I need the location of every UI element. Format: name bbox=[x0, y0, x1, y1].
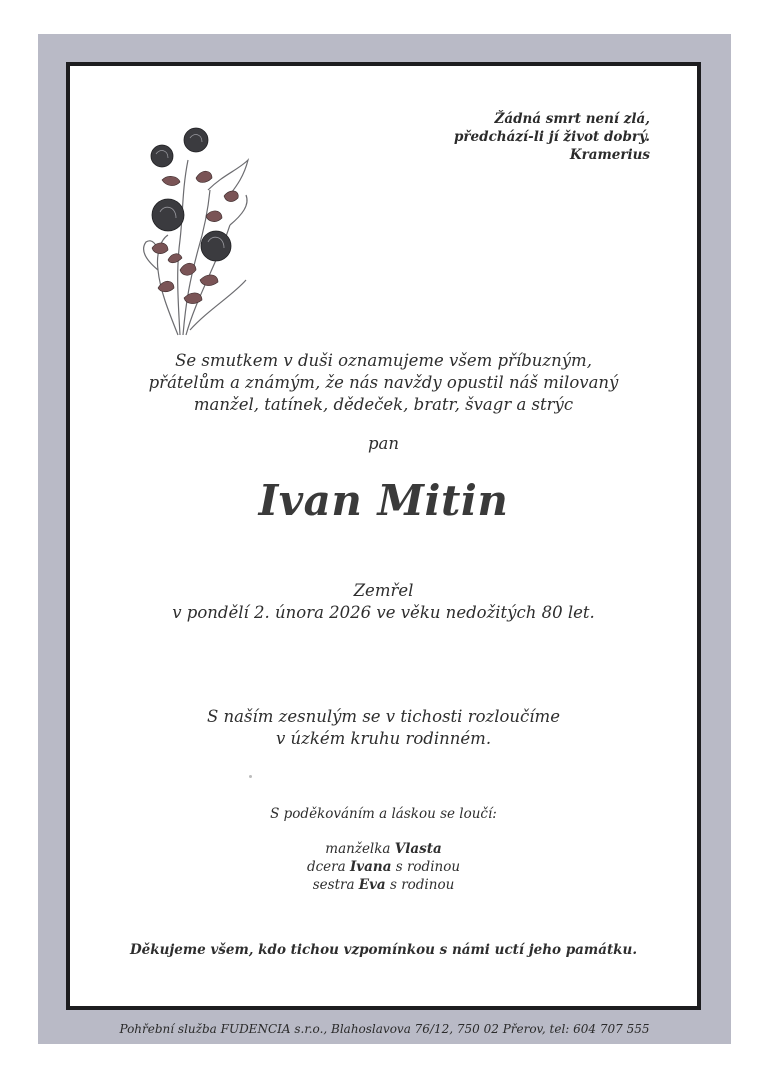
salutation: pan bbox=[367, 434, 400, 453]
announcement-line-3: manžel, tatínek, dědeček, bratr, švagr a strýc bbox=[193, 395, 574, 414]
mourner-row bbox=[66, 840, 701, 858]
announcement-line-2: přátelům a známým, že nás navždy opustil náš milovaný bbox=[148, 373, 619, 392]
mourner-name: Ivana bbox=[349, 859, 392, 875]
farewell-notice bbox=[66, 706, 701, 750]
quote-author: Kramerius bbox=[569, 147, 650, 163]
mourner-relation: manželka bbox=[325, 841, 391, 857]
mourner-relation: dcera bbox=[306, 859, 346, 875]
mourner-row bbox=[66, 858, 701, 876]
announcement bbox=[66, 350, 701, 416]
farewell-line-1: S naším zesnulým se v tichosti rozloučíme bbox=[207, 707, 560, 726]
farewell-line-2: v úzkém kruhu rodinném. bbox=[275, 729, 492, 748]
mourners-list bbox=[66, 840, 701, 894]
death-notice bbox=[66, 580, 701, 624]
mourner-name: Vlasta bbox=[394, 841, 442, 857]
quote-line-1: Žádná smrt není zlá, bbox=[494, 111, 650, 127]
mourner-name: Eva bbox=[358, 877, 386, 893]
scan-speck bbox=[249, 775, 252, 778]
roses-icon bbox=[138, 120, 258, 340]
announcement-line-1: Se smutkem v duši oznamujeme všem příbuzným, bbox=[175, 351, 592, 370]
quote-line-2: předchází-li jí život dobrý. bbox=[453, 129, 650, 145]
deceased-name: Ivan Mitin bbox=[258, 476, 509, 525]
mourner-suffix: s rodinou bbox=[395, 859, 461, 875]
death-line-2: v pondělí 2. února 2026 ve věku nedožitých 80 let. bbox=[172, 603, 595, 622]
mourner-suffix: s rodinou bbox=[389, 877, 455, 893]
mourner-row bbox=[66, 876, 701, 894]
quote bbox=[360, 110, 650, 164]
mourners-title: S poděkováním a láskou se loučí: bbox=[270, 806, 497, 822]
death-line-1: Zemřel bbox=[353, 581, 414, 600]
closing-thanks: Děkujeme všem, kdo tichou vzpomínkou s námi uctí jeho památku. bbox=[129, 942, 638, 958]
footer-funeral-service: Pohřební služba FUDENCIA s.r.o., Blahoslavova 76/12, 750 02 Přerov, tel: 604 707 555 bbox=[119, 1022, 650, 1036]
mourner-relation: sestra bbox=[312, 877, 355, 893]
